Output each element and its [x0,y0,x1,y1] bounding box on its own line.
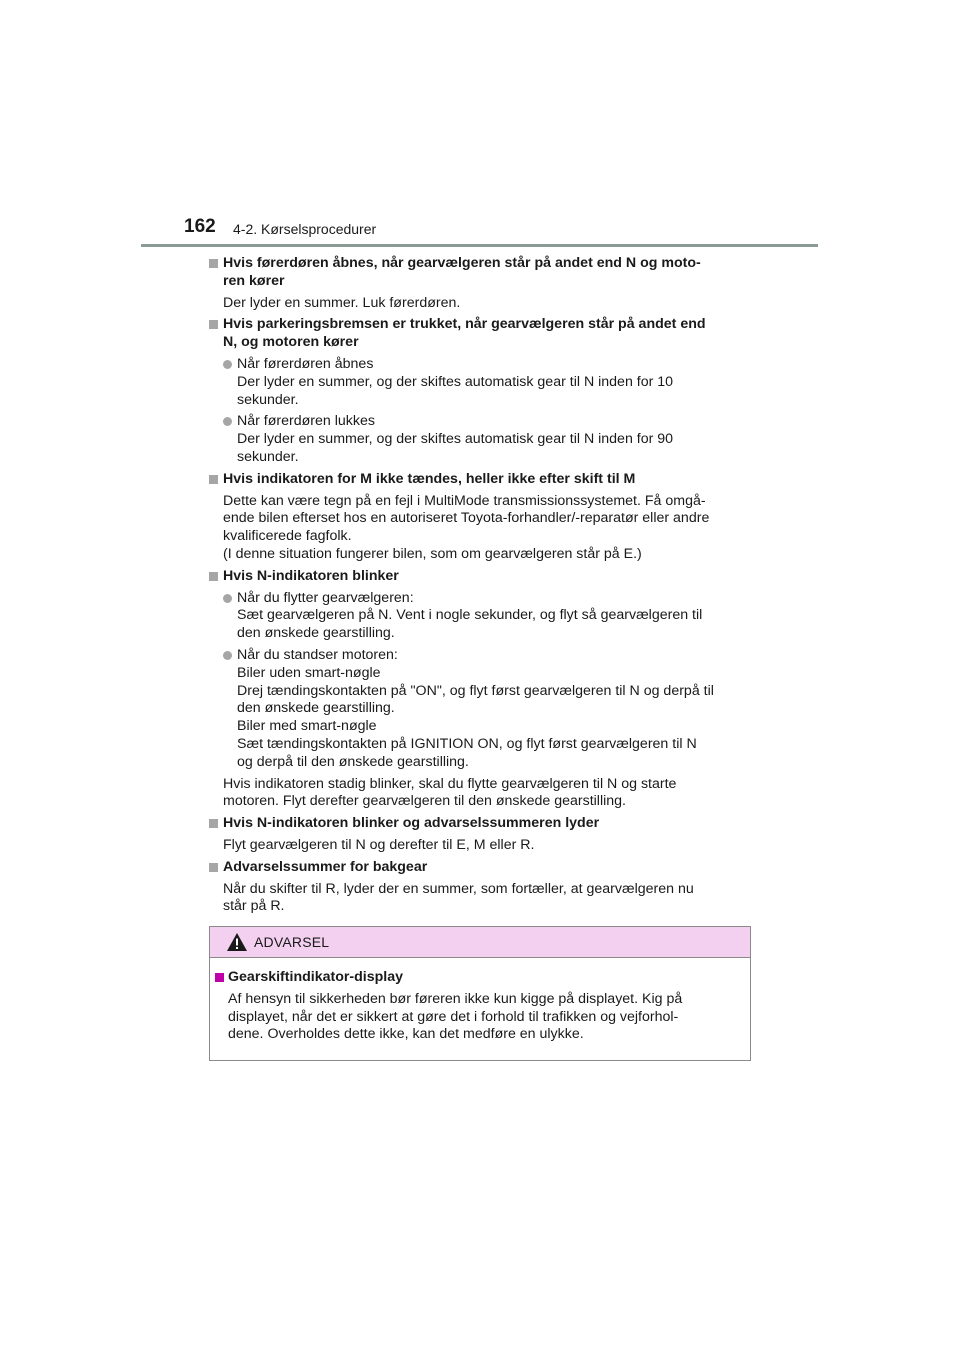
circle-bullet-icon [223,651,232,660]
warning-triangle-icon [226,932,248,952]
warning-box [209,926,751,1061]
section-n-indicator-blinks [209,568,751,811]
section-body: Dette kan være tegn på en fejl i MultiMode transmissionssystemet. Få omgå- ende bilen efterset hos en autoriseret Toyota-forhandler/-reparatør eller andre kvalificerede fagfolk. (I denne situation fungerer bilen, som om gearvælgeren står på E.) [223,492,710,562]
section-driver-door [209,255,751,312]
circle-bullet-icon [223,594,232,603]
warning-label: ADVARSEL [254,934,330,950]
circle-bullet-icon [223,360,232,369]
square-bullet-icon [209,819,218,828]
section-title: 4-2. Kørselsprocedurer [233,221,377,237]
section-heading: Hvis parkeringsbremsen er trukket, når gearvælgeren står på andet end N, og motoren kører [209,316,751,352]
main-content [209,255,751,916]
section-heading: Advarselssummer for bakgear [209,859,751,877]
list-item: Når førerdøren åbnes Der lyder en summer, og der skiftes automatisk gear til N inden for 10 sekunder. [209,356,751,409]
warning-header [210,927,750,958]
section-heading: Hvis indikatoren for M ikke tændes, heller ikke efter skift til M [209,471,751,489]
list-item: Når du flytter gearvælgeren: Sæt gearvælgeren på N. Vent i nogle sekunder, og flyt så gearvælgeren til den ønskede gearstilling. [209,590,751,643]
warning-content [215,969,741,1044]
section-n-blink-buzzer [209,815,751,855]
section-body: Når du skifter til R, lyder der en summer, som fortæller, at gearvælgeren nu står på R. [223,880,694,915]
square-bullet-icon [209,572,218,581]
square-bullet-icon [215,973,224,982]
section-body: Der lyder en summer. Luk førerdøren. [223,294,461,311]
page-number: 162 [184,216,216,237]
square-bullet-icon [209,475,218,484]
section-parking-brake [209,316,751,466]
warning-heading: Gearskiftindikator-display [215,969,741,987]
list-item: Når du standser motoren: Biler uden smart-nøgle Drej tændingskontakten på "ON", og flyt først gearvælgeren til N og derpå til den ønskede gearstilling. Biler med smart-nøgle Sæt tændingskontakten på IGNITION ON, og flyt først gearvælgeren til N og derpå til den ønskede gearstilling. [209,647,751,772]
section-heading: Hvis N-indikatoren blinker og advarselssummeren lyder [209,815,751,833]
section-heading: Hvis førerdøren åbnes, når gearvælgeren står på andet end N og moto- ren kører [209,255,751,291]
warning-body: Af hensyn til sikkerheden bør føreren ikke kun kigge på displayet. Kig på displayet, når det er sikkert at gøre det i forhold til trafikken og vejforhol- dene. Overholdes dette ikke, kan det medføre en ulykke. [228,990,683,1043]
section-m-indicator [209,471,751,564]
square-bullet-icon [209,320,218,329]
list-item: Når førerdøren lukkes Der lyder en summer, og der skiftes automatisk gear til N inden for 90 sekunder. [209,413,751,466]
section-body: Flyt gearvælgeren til N og derefter til E, M eller R. [223,836,535,853]
circle-bullet-icon [223,417,232,426]
square-bullet-icon [209,863,218,872]
header-divider [141,244,818,247]
section-body: Hvis indikatoren stadig blinker, skal du flytte gearvælgeren til N og starte motoren. Flyt derefter gearvælgeren til den ønskede gearstilling. [223,775,677,810]
section-reverse-buzzer [209,859,751,916]
section-heading: Hvis N-indikatoren blinker [209,568,751,586]
square-bullet-icon [209,259,218,268]
